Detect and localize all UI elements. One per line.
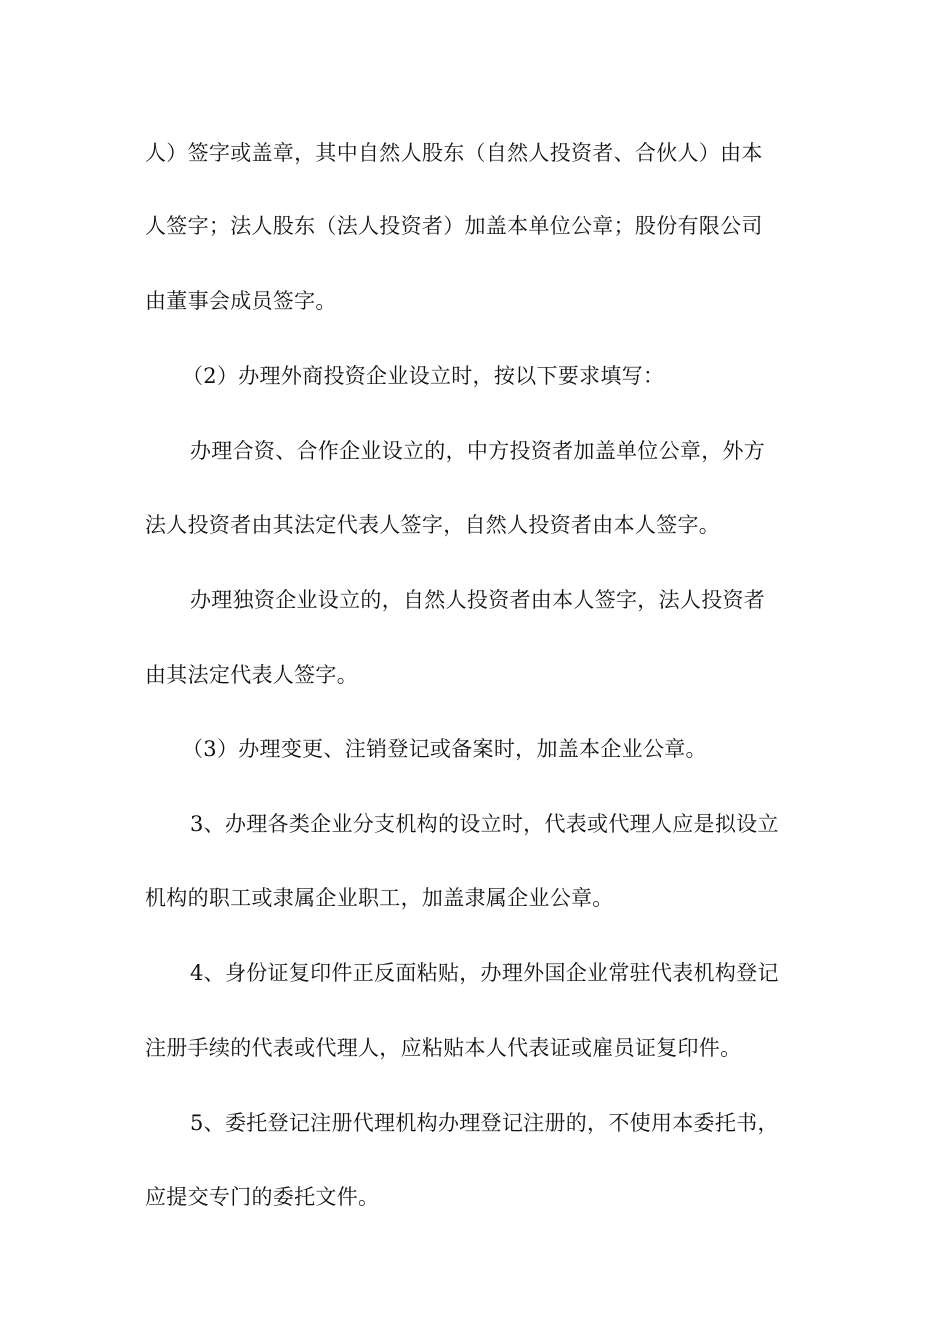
text-line-8: 由其法定代表人签字。 (145, 663, 358, 687)
text-line-3: 由董事会成员签字。 (145, 289, 337, 313)
text-line-2: 人签字；法人股东（法人投资者）加盖本单位公章；股份有限公司 (145, 214, 763, 238)
text-line-9: （3）办理变更、注销登记或备案时，加盖本企业公章。 (182, 737, 707, 761)
text-line-6: 法人投资者由其法定代表人签字，自然人投资者由本人签字。 (145, 513, 721, 537)
text-line-5: 办理合资、合作企业设立的，中方投资者加盖单位公章，外方 (190, 439, 766, 463)
text-line-1: 人）签字或盖章，其中自然人股东（自然人投资者、合伙人）由本 (145, 141, 763, 165)
text-line-4: （2）办理外商投资企业设立时，按以下要求填写： (182, 364, 665, 388)
text-line-11: 机构的职工或隶属企业职工，加盖隶属企业公章。 (145, 886, 614, 910)
text-line-13: 注册手续的代表或代理人，应粘贴本人代表证或雇员证复印件。 (145, 1036, 742, 1060)
text-line-10: 3、办理各类企业分支机构的设立时，代表或代理人应是拟设立 (190, 812, 779, 836)
text-line-14: 5、委托登记注册代理机构办理登记注册的，不使用本委托书， (190, 1111, 779, 1135)
text-line-15: 应提交专门的委托文件。 (145, 1185, 380, 1209)
text-line-12: 4、身份证复印件正反面粘贴，办理外国企业常驻代表机构登记 (190, 961, 779, 985)
text-line-7: 办理独资企业设立的，自然人投资者由本人签字，法人投资者 (190, 588, 766, 612)
